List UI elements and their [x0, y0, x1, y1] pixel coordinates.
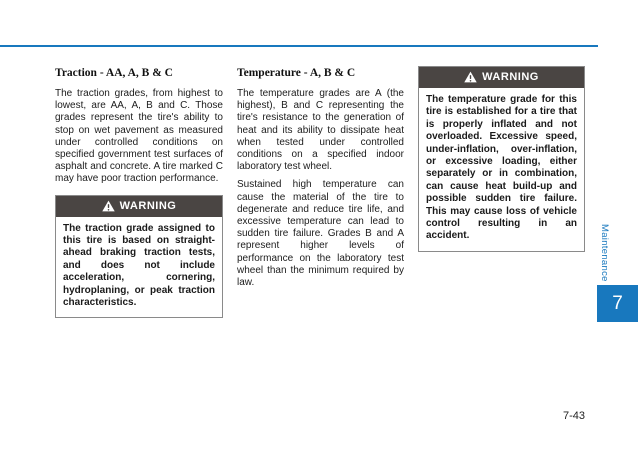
chapter-number-badge: 7 — [597, 285, 638, 322]
column-traction — [55, 66, 223, 318]
warning-triangle-icon — [464, 71, 477, 83]
temperature-warning-title: WARNING — [482, 71, 539, 83]
page-number: 7-43 — [563, 410, 586, 422]
traction-heading: Traction - AA, A, B & C — [55, 67, 173, 79]
temperature-warning-header — [419, 67, 584, 88]
header-rule — [0, 45, 598, 47]
temperature-warning-text: The temperature grade for this tire is established for a tire that is properly inflated and not overloaded. Excessive speed, under-inflation, over-inflation, or excessive loading, either separately or in combination, can cause heat build-up and possible sudden tire failure. This may cause loss of vehicle control resulting in an accident. — [426, 94, 577, 242]
traction-warning-header — [56, 196, 222, 217]
traction-paragraph: The traction grades, from highest to lowest, are AA, A, B and C. Those grades represent the tire's ability to stop on wet pavement as measured under controlled conditions on specified government test surfaces of asphalt and concrete. A tire marked C may have poor traction performance. — [55, 88, 223, 185]
traction-warning-title: WARNING — [119, 199, 177, 212]
temperature-heading: Temperature - A, B & C — [237, 67, 356, 79]
chapter-tab-label: Maintenance — [599, 224, 610, 282]
column-temperature-warning — [418, 66, 585, 252]
temperature-warning-box — [418, 66, 585, 252]
temperature-paragraph-2: Sustained high temperature can cause the material of the tire to degenerate and reduce tire life, and excessive temperature can lead to sudden tire failure. Grades B and A represent higher levels of performance on the laboratory test wheel than the minimum required by law. — [237, 179, 404, 289]
traction-warning-text: The traction grade assigned to this tire is based on straight-ahead braking traction tests, and does not include acceleration, cornering, hydroplaning, or peak traction characteristics. — [63, 222, 215, 309]
traction-warning-box — [55, 195, 223, 319]
warning-triangle-icon — [102, 200, 115, 212]
temperature-paragraph-1: The temperature grades are A (the highest), B and C representing the tire's resistance to the generation of heat and its ability to dissipate heat when tested under controlled conditions on a specified indoor laboratory test wheel. — [237, 88, 404, 173]
column-temperature — [237, 66, 404, 295]
